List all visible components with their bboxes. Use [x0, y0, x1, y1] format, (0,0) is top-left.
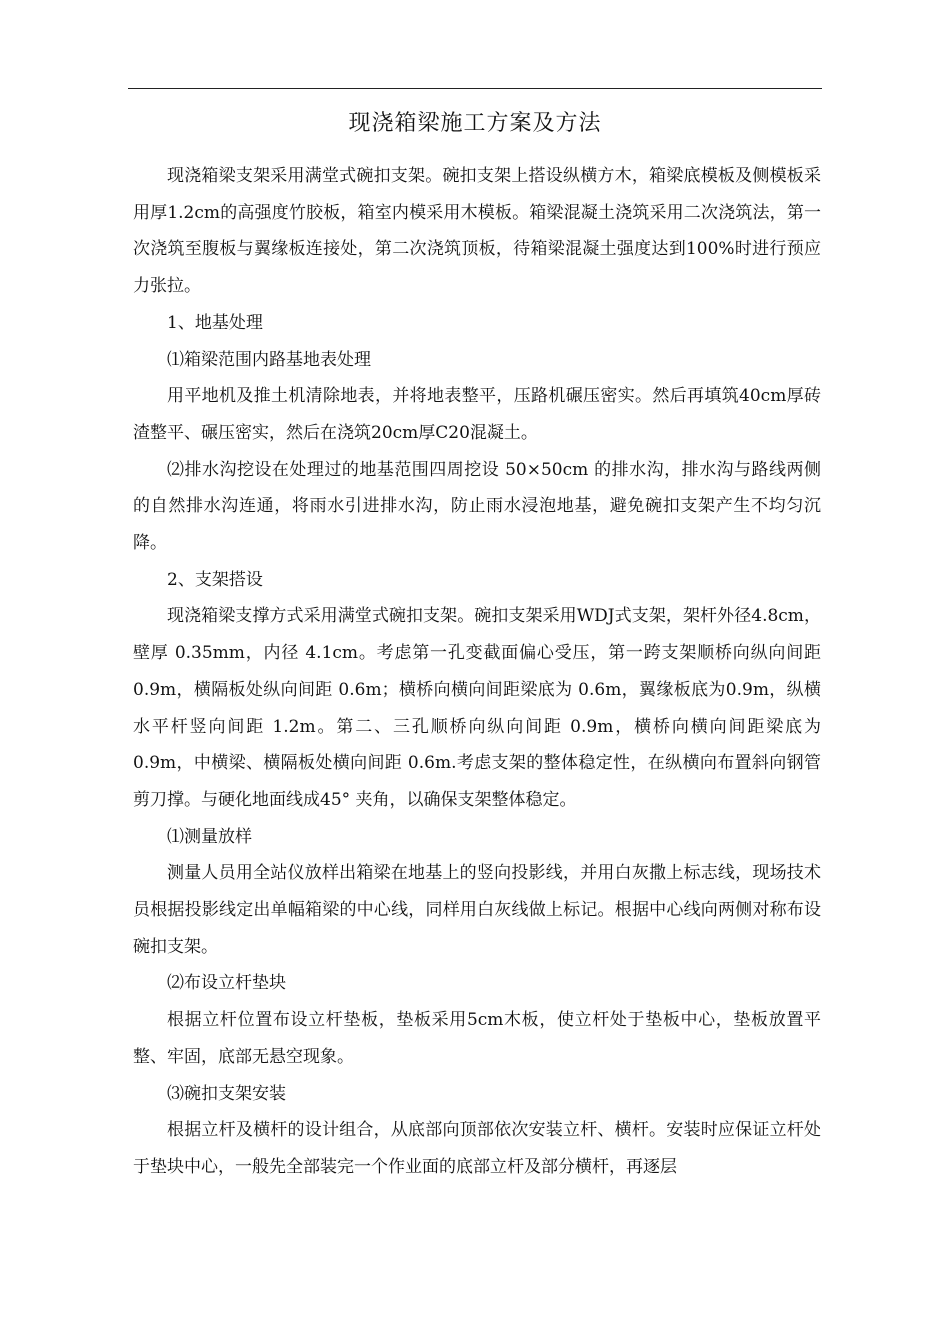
- subheading-install: ⑶碗扣支架安装: [167, 1083, 286, 1104]
- paragraph-drainage-ditch: ⑵排水沟挖设在处理过的地基范围四周挖设 50×50cm 的排水沟，排水沟与路线两侧的自然排水沟连通，将雨水引进排水沟，防止雨水浸泡地基，避免碗扣支架产生不均匀沉降。: [133, 459, 821, 554]
- document-title: 现浇箱梁施工方案及方法: [348, 111, 602, 136]
- section-heading-foundation: 1、地基处理: [167, 312, 263, 333]
- document-body: [133, 158, 821, 1186]
- header-rule: [128, 88, 822, 89]
- paragraph-scaffold: 现浇箱梁支撑方式采用满堂式碗扣支架。碗扣支架采用WDJ式支架，架杆外径4.8cm，壁厚 0.35mm，内径 4.1cm。考虑第一孔变截面偏心受压，第一跨支架顺桥向纵向间距 0.9m，横隔板处纵向间距 0.6m；横桥向横向间距梁底为 0.6m，翼缘板底为0.9m，纵横水平杆竖向间距 1.2m。第二、三孔顺桥向纵向间距 0.9m，横桥向横向间距梁底为 0.9m，中横梁、横隔板处横向间距 0.6m.考虑支架的整体稳定性，在纵横向布置斜向钢管剪刀撑。与硬化地面线成45° 夹角，以确保支架整体稳定。: [133, 606, 821, 810]
- paragraph-subgrade-surface: 用平地机及推土机清除地表，并将地表整平，压路机碾压密实。然后再填筑40cm厚砖渣整平、碾压密实，然后在浇筑20cm厚C20混凝土。: [133, 386, 821, 443]
- paragraph-pad: 根据立杆位置布设立杆垫板，垫板采用5cm木板，使立杆处于垫板中心，垫板放置平整、牢固，底部无悬空现象。: [133, 1010, 821, 1067]
- paragraph-intro: 现浇箱梁支架采用满堂式碗扣支架。碗扣支架上搭设纵横方木，箱梁底模板及侧模板采用厚1.2cm的高强度竹胶板，箱室内模采用木模板。箱梁混凝土浇筑采用二次浇筑法，第一次浇筑至腹板与翼缘板连接处，第二次浇筑顶板，待箱梁混凝土强度达到100%时进行预应力张拉。: [133, 166, 821, 297]
- subheading-pad: ⑵布设立杆垫块: [167, 973, 286, 994]
- paragraph-install: 根据立杆及横杆的设计组合，从底部向顶部依次安装立杆、横杆。安装时应保证立杆处于垫块中心，一般先全部装完一个作业面的底部立杆及部分横杆，再逐层: [133, 1120, 821, 1177]
- subheading-subgrade-surface: ⑴箱梁范围内路基地表处理: [167, 349, 371, 370]
- paragraph-survey: 测量人员用全站仪放样出箱梁在地基上的竖向投影线，并用白灰撒上标志线，现场技术员根据投影线定出单幅箱梁的中心线，同样用白灰线做上标记。根据中心线向两侧对称布设碗扣支架。: [133, 863, 821, 957]
- section-heading-scaffold: 2、支架搭设: [167, 569, 263, 590]
- subheading-survey: ⑴测量放样: [167, 826, 252, 847]
